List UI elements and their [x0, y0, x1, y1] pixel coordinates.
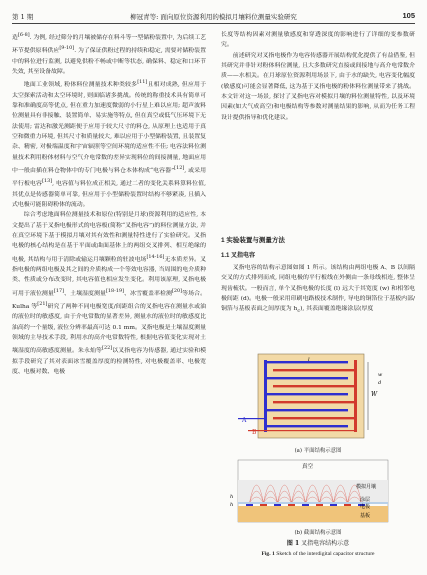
electrode-section	[302, 504, 309, 506]
electrode-section	[344, 504, 351, 506]
paragraph: 造[6-8]. 为例, 经过筛分的月壤被储存在料斗等一型储粉装置中, 为后续工艺环节提供原料供应[9-10]. 为了保证供粉过程的持续和稳定, 需要对储粉装置中的料位进行监测, 以避免供粉不畅或中断等状态, 确保料、稳定和口环节失效, 其至设备故障。	[12, 32, 207, 75]
figure-caption-cn	[221, 538, 415, 547]
coating-label: 涂层	[360, 497, 371, 503]
electrode-section	[330, 504, 337, 506]
electrode-section	[316, 504, 323, 506]
electrode-section	[260, 504, 267, 506]
finger-a	[264, 393, 348, 395]
finger-a	[264, 361, 348, 363]
finger-a	[264, 377, 348, 379]
finger-b	[273, 417, 357, 419]
finger-b	[273, 401, 357, 403]
subsection-heading: 1.1 叉指电容	[221, 253, 256, 259]
electrode-section	[274, 504, 281, 506]
hc-label: h	[230, 502, 234, 508]
figure-cross-section	[228, 458, 408, 526]
finger-a	[264, 409, 348, 411]
finger-a	[264, 425, 348, 427]
electrode-a-label: A	[242, 417, 247, 424]
gap-label: d	[378, 380, 382, 386]
paragraph: 综合考虑地面料位测量技术和原位(特别是月球)资源利用的适应性, 本文提出了基于叉指电极形式的电容板(简称“叉指电容”)的料位测量方法, 并在真空环境下基于模拟月壤对其有效性和测量特性进行了实验研究。叉指电极的核心结构是在基于平面或曲面基体上的两组交叉排列、相互绝缘的电极, 其结构与用于清除或输运月壤颗粒的驻波电场[14-16]无本质差异。叉指电极的两组电极及其之间的介质构成一个等效电容器, 当周围的电介质种类、性质或分布改变时, 其电容值也相应发生变化。利用该原理, 叉指电极可用于液位测量[17]、土壤湿度测量[18-19]、冰雪覆盖率检测[20]等场合。Kulha 等[21]研究了两种不同电极宽度/间距组合的叉指电容在测量水或油的液位时的敏感度, 由于介电常数的显著差异, 测量水的液位时的敏感度比油高约一个量级, 液位分辨率最高可达 0.1 mm。叉指电极是土壤湿度测量领域的主导技术手段, 利用水的高介电常数特性, 根据电容值变化实现对土壤湿度的高敏感度测量。朱永灿等[22]以叉指电容为传感器, 通过实验和模拟手段研究了其对表面冰雪覆盖厚度的检测特性, 对电极覆盖率、电极宽度、电极对数、电极	[12, 212, 207, 376]
caption-label: Fig. 1	[261, 551, 275, 557]
section-heading: 1 实验装置与测量方法	[221, 237, 285, 244]
page-number: 105	[402, 11, 415, 20]
paragraph: 叉指电容的结构示意图如图 1 所示。该结构由两组电极 A、B 以间隔交叉的方式排列而成, 同组电极的平行板线在外侧由一条母线相连, 整体呈现齿梳状。一般而言, 单个叉指电极的长度 (l) 远大于其宽度 (w) 和相邻电极间距 (d)。电极一般采用印刷电路板技术制作, 导电的铜箔位于基板内部/铜箔与基板表面之间厚度为 $h_c$), 其表面覆盖绝缘涂层(厚度	[221, 265, 415, 315]
electrode-label: 电极	[360, 504, 371, 510]
caption-text: Sketch of the interdigital capacitor structure	[276, 551, 375, 557]
figure-plan-view	[228, 352, 408, 444]
subfigure-a-caption: (a) 平面结构示意图	[294, 448, 342, 454]
left-column-text	[12, 30, 206, 570]
caption-label: 图 1	[286, 540, 300, 547]
bus-bar-a	[264, 360, 267, 432]
running-title: 柳冠青等: 面向原位资源利用的模拟月壤料位测量实验研究	[130, 13, 297, 21]
electrode-b-label: B	[252, 429, 257, 436]
simulant-label: 模拟月壤	[356, 484, 377, 490]
running-header	[12, 9, 415, 24]
finger-b	[273, 385, 357, 387]
paragraph: 长度等结构因素对测量敏感度和穿透深度的影响进行了详细的变参数研究。	[221, 32, 415, 49]
ha-label: h	[230, 494, 234, 500]
section-body	[221, 263, 415, 317]
paragraph: 前述研究对叉指电极作为电容传感器开展结构优化提供了有益借鉴, 但其研究并非针对粉体料位测量, 且大多数研究直接或间接地与高介电常数介质——水相关。在月球原位资源利用场景下, 由于水的缺失, 电容变化幅度(敏感度)可能会显著降低, 这为基于叉指电极的粉体料位测量带来了挑战。本文针对这一场景, 探讨了叉指电容对模拟月壤的料位测量特性, 以及环境因素(如大气成高空)和电极结构等参数对测量结果的影响, 从而为任务工程设计提供指导和优化建议。	[221, 52, 415, 121]
width-label: w	[378, 372, 383, 378]
board-width-label: W	[371, 391, 378, 398]
subfigure-b-caption: (b) 截面结构示意图	[294, 530, 342, 536]
substrate-label: 基板	[360, 513, 371, 519]
electrode-section	[246, 504, 253, 506]
paragraph: 地面工业领域, 粉体料位测量技术种类较多[11]且相对成熟, 但应用于太空探索活动和太空环境时, 则面临诸多挑战。传统的称重技术具有简单可靠和准确度高等优点, 但在重力加速度微弱的小行星上难以应用; 超声波料位测量具有非接触、装置简单、易实施等特点, 但在真空或低气压环境下无法使用; 雷达和激光测距便于应用于较大尺寸的料仓, 从原理上也适用于真空和微重力环境, 但其尺寸和质量较大, 难以应用于小型储粉装置, 且装置复杂、精密, 对极端温度和宇宙辐照等空间环境的适应性不佳; 电容法料位测量技术利用粉体材料与空气介电常数的差异实现料位的间接测量, 地面应用中一般由插在料仓物体中的专门电极与料仓本体构成“电容器”[12], 或采用平行板电容[13], 电容值与料位成正相关, 通过二者的变化关系料算料位值, 其优点是传感器简单可靠, 但应用于小型储粉装置时结构不够紧凑, 且插入式电极可能阻碍粉体的流动。	[12, 79, 206, 208]
issue-label: 第 1 期	[12, 13, 34, 21]
vacuum-label: 真空	[302, 464, 314, 470]
right-column-text	[221, 30, 415, 190]
electrode-section	[288, 504, 295, 506]
figure-caption-en	[221, 551, 415, 557]
caption-text: 叉指电容结构示意	[301, 540, 350, 547]
lead-b	[248, 430, 354, 431]
finger-b	[273, 369, 357, 371]
length-label: l	[308, 357, 310, 363]
electrodes-section	[246, 504, 365, 506]
